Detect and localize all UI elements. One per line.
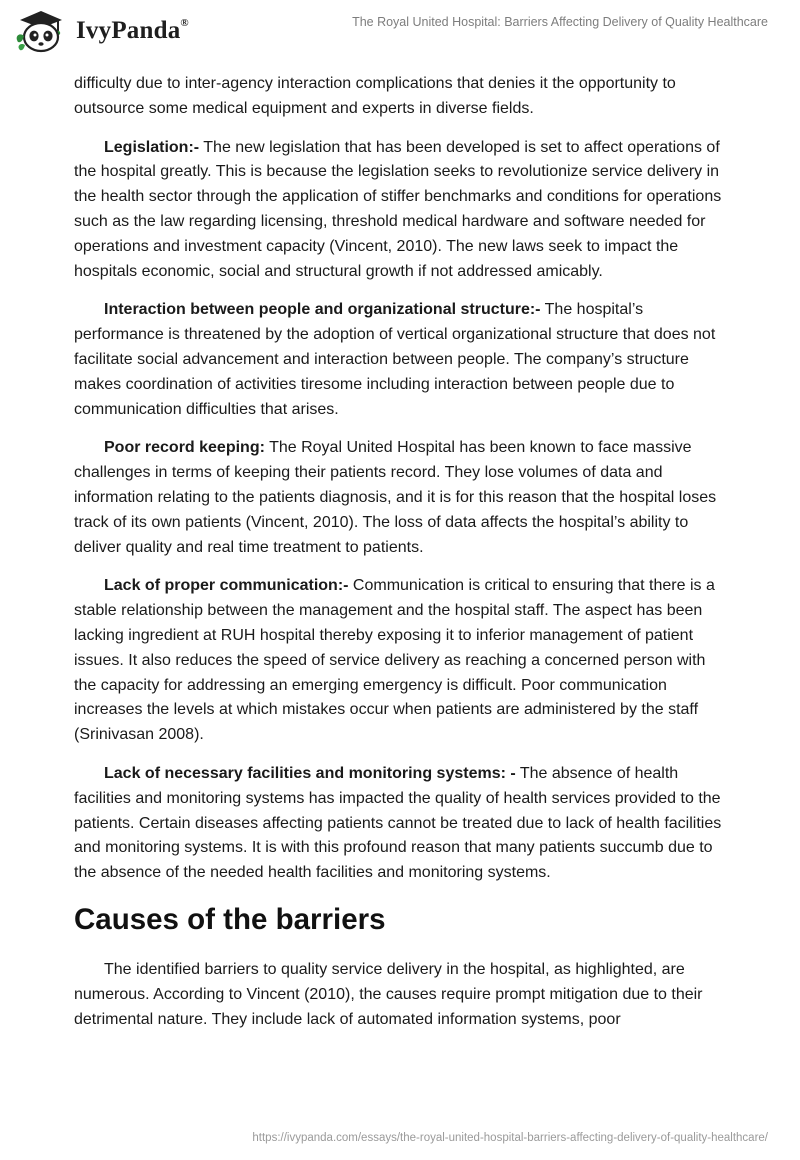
paragraph-text: The absence of health facilities and monitoring systems has impacted the quality of health services provided to the patients. Certain diseases affecting patients cannot be treated due to lack of health facilities and monitoring systems. It is with this profound reason that many patients succumb due to the absence of the needed health facilities and monitoring systems. xyxy=(74,764,722,882)
paragraph-label: Lack of proper communication:- xyxy=(104,577,349,595)
panda-icon xyxy=(14,8,66,54)
source-url[interactable]: https://ivypanda.com/essays/the-royal-united-hospital-barriers-affecting-delivery-of-quality-healthcare/ xyxy=(252,1132,768,1144)
paragraph-text: The new legislation that has been developed is set to affect operations of the hospital greatly. This is because the legislation seeks to revolutionize service delivery in the health sector through the application of stiffer benchmarks and conditions for operations such as the law regarding licensing, threshold medical hardware and software needed for operations and investment capacity (Vincent, 2010). The new laws seek to impact the hospitals economic, social and structural growth if not addressed amicably. xyxy=(74,138,722,280)
page-header xyxy=(0,0,800,60)
section-heading: Causes of the barriers xyxy=(74,902,386,936)
article-body xyxy=(74,72,724,1046)
paragraph-record-keeping xyxy=(74,436,724,560)
paragraph-label: Legislation:- xyxy=(104,138,200,156)
paragraph-interaction-structure xyxy=(74,298,724,422)
paragraph-label: Poor record keeping: xyxy=(104,439,265,457)
paragraph-legislation xyxy=(74,136,724,285)
paragraph-facilities xyxy=(74,762,724,886)
paragraph-label: Interaction between people and organizational structure:- xyxy=(104,301,541,319)
document-title: The Royal United Hospital: Barriers Affecting Delivery of Quality Healthcare xyxy=(352,15,768,29)
paragraph-text: The Royal United Hospital has been known to face massive challenges in terms of keeping their patients record. They lose volumes of data and information relating to the patients diagnosis, and it is for this reason that the hospital loses track of its own patients (Vincent, 2010). The loss of data affects the hospital’s ability to deliver quality and real time treatment to patients. xyxy=(74,439,717,556)
paragraph-continuation: difficulty due to inter-agency interaction complications that denies it the opportunity to outsource some medical equipment and experts in diverse fields. xyxy=(74,75,676,117)
paragraph-communication xyxy=(74,574,724,748)
paragraph-text: The hospital’s performance is threatened by the adoption of vertical organizational structure that does not facilitate social advancement and interaction between people. The company’s structure makes coordination of activities tiresome including interaction between people due to communication difficulties that arises. xyxy=(74,301,716,418)
paragraph-text: Communication is critical to ensuring that there is a stable relationship between the management and the hospital staff. The aspect has been lacking ingredient at RUH hospital thereby exposing it to inferior management of patient issues. It also reduces the speed of service delivery as reaching a concerned person with the capacity for addressing an emerging emergency is difficult. Poor communication increases the levels at which mistakes occur when patients are administered by the staff (Srinivasan 2008). xyxy=(74,577,715,744)
brand-name: IvyPanda® xyxy=(76,16,189,44)
paragraph-causes: The identified barriers to quality service delivery in the hospital, as highlighted, are numerous. According to Vincent (2010), the causes require prompt mitigation due to their detrimental nature. They include lack of automated information systems, poor xyxy=(74,960,703,1028)
paragraph-label: Lack of necessary facilities and monitoring systems: - xyxy=(104,764,516,782)
ivypanda-logo[interactable] xyxy=(14,8,214,54)
